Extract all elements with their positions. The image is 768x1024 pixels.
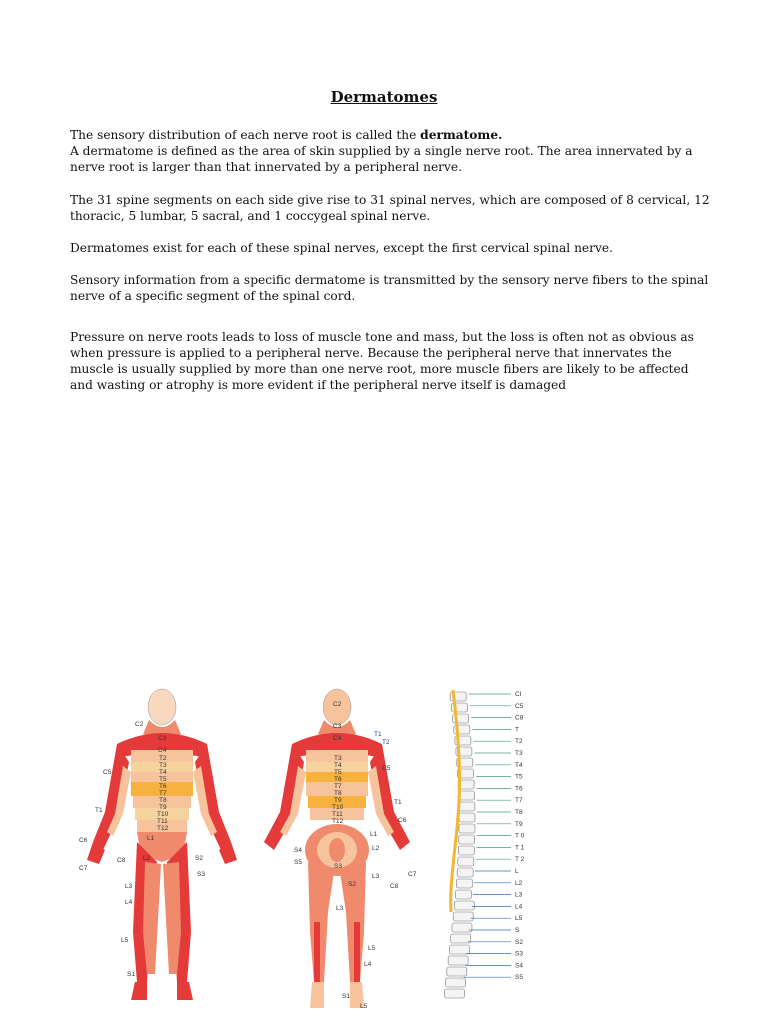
- exception-paragraph: Dermatomes exist for each of these spinal nerves, except the first cervical spinal nerve.: [70, 241, 613, 256]
- vertebra: [459, 802, 475, 811]
- back-label-s2: S2: [348, 881, 356, 888]
- back-label-l1: L1: [370, 831, 378, 838]
- front-label-t5: T5: [159, 776, 167, 783]
- spine-label: L3: [515, 891, 523, 899]
- vertebra: [451, 934, 471, 943]
- front-label-t11: T11: [157, 818, 168, 825]
- vertebra: [456, 879, 472, 888]
- vertebra: [454, 901, 474, 910]
- back-left-foot: [310, 982, 324, 1008]
- vertebra: [455, 890, 471, 899]
- back-label-t11: T11: [332, 811, 343, 818]
- front-label-l2: L2: [143, 855, 151, 862]
- back-label-l5b: L5: [360, 1003, 368, 1010]
- spine-label: S2: [515, 938, 523, 946]
- spine-label: L: [515, 868, 519, 875]
- back-left-leg: [308, 862, 334, 982]
- vertebra: [447, 967, 467, 976]
- back-label-t7: T7: [334, 783, 342, 790]
- spine-label: T6: [515, 785, 523, 793]
- vertebra: [448, 956, 468, 965]
- back-label-l5: L5: [368, 945, 376, 952]
- spine-label: T 2: [515, 856, 525, 864]
- back-label-c7: C7: [408, 871, 417, 878]
- back-label-c4: C4: [333, 735, 342, 742]
- front-label-s2: S2: [195, 855, 203, 862]
- vertebra: [457, 868, 473, 877]
- front-label-t4: T4: [159, 769, 167, 776]
- vertebra: [452, 923, 472, 932]
- back-label-t8: T8: [334, 790, 342, 797]
- spine-label: T 1: [515, 844, 525, 852]
- back-label-l2: L2: [372, 845, 380, 852]
- back-label-t5: T5: [334, 769, 342, 776]
- spine-label: C8: [515, 714, 524, 722]
- vertebra: [458, 857, 474, 866]
- document-body: [70, 127, 710, 393]
- spine-label: S4: [515, 962, 523, 970]
- vertebra: [459, 835, 475, 844]
- back-body-figure: [264, 689, 417, 1010]
- intro-paragraph: [70, 127, 710, 143]
- back-label-c6: C6: [398, 817, 407, 824]
- spine-label: S5: [515, 974, 523, 982]
- spine-label: T3: [515, 750, 523, 757]
- front-label-c6: C6: [79, 837, 88, 844]
- back-label-l4: L4: [364, 961, 372, 968]
- front-right-foot: [177, 982, 193, 1000]
- spine-label: S: [515, 927, 520, 934]
- back-label-s3: S3: [334, 863, 342, 870]
- front-label-l4: L4: [125, 899, 133, 906]
- page-title: Dermatomes: [330, 88, 438, 106]
- front-label-t10: T10: [157, 811, 169, 818]
- back-label-c8: C8: [390, 883, 399, 890]
- spine-label: CI: [515, 691, 522, 698]
- front-label-t7: T7: [159, 790, 167, 797]
- front-label-t8: T8: [159, 797, 167, 804]
- front-left-foot: [131, 982, 147, 1000]
- back-label-t4: T4: [334, 762, 342, 769]
- vertebra: [459, 791, 475, 800]
- spine-label: L2: [515, 879, 523, 887]
- front-label-t12: T12: [157, 825, 169, 832]
- front-label-s3: S3: [197, 871, 205, 878]
- front-label-t1: T1: [95, 807, 103, 814]
- spine-label: C5: [515, 702, 524, 710]
- spine-diagram: [444, 690, 524, 998]
- spine-label: T8: [515, 809, 523, 816]
- front-label-t6: T6: [159, 783, 167, 790]
- transmission-paragraph: Sensory information from a specific dermatome is transmitted by the sensory nerve fibers to the spinal nerve of a specific segment of the spinal cord.: [70, 273, 709, 304]
- spinal-segments-paragraph: The 31 spine segments on each side give rise to 31 spinal nerves, which are composed of 8 cervical, 12 thoracic, 5 lumbar, 5 sacral, and 1 coccygeal spinal nerve.: [70, 192, 710, 223]
- front-right-leg-inner: [163, 862, 181, 974]
- vertebra: [459, 813, 475, 822]
- front-label-l3: L3: [125, 883, 133, 890]
- front-body-figure: [79, 689, 237, 1000]
- back-label-t10: T10: [332, 804, 344, 811]
- front-label-c5: C5: [103, 769, 112, 776]
- intro-bold-term: dermatome.: [420, 128, 503, 142]
- definition-paragraph: A dermatome is defined as the area of skin supplied by a single nerve root. The area innervated by a nerve root is larger than that innervated by a peripheral nerve.: [70, 144, 693, 175]
- back-left-leg-outer: [314, 922, 320, 982]
- front-head: [148, 689, 176, 725]
- back-label-s4: S4: [294, 847, 302, 854]
- back-right-leg: [340, 862, 366, 982]
- vertebra: [459, 824, 475, 833]
- back-label-t2: T2: [382, 739, 390, 746]
- pressure-paragraph: Pressure on nerve roots leads to loss of muscle tone and mass, but the loss is often not as obvious as when pressure is applied to a peripheral nerve. Because the peripheral nerve that innervates the muscle is usually supplied by more than one nerve root, more muscle fibers are likely to be affected and wasting or atrophy is more evident if the peripheral nerve itself is damaged: [70, 329, 694, 393]
- vertebra: [449, 945, 469, 954]
- front-label-c4: C4: [158, 747, 167, 754]
- spine-label: T9: [515, 820, 523, 828]
- front-label-c2: C2: [135, 721, 144, 728]
- front-label-l1: L1: [147, 835, 155, 842]
- spine-label: T4: [515, 761, 523, 769]
- vertebra: [453, 912, 473, 921]
- back-label-s5: S5: [294, 859, 302, 866]
- back-label-c5: C5: [382, 765, 391, 772]
- intro-text: The sensory distribution of each nerve root is called the: [70, 128, 421, 142]
- back-label-t12: T12: [332, 818, 344, 825]
- vertebra: [446, 978, 466, 987]
- front-left-leg-inner: [143, 862, 161, 974]
- front-label-t2: T2: [159, 755, 167, 762]
- front-label-l5: L5: [121, 937, 129, 944]
- vertebrae-column: [444, 692, 475, 998]
- spine-label: L4: [515, 903, 523, 911]
- back-label-s1: S1: [342, 993, 350, 1000]
- spine-label: S3: [515, 950, 523, 958]
- spine-label: T: [515, 726, 519, 734]
- dermatome-figure: [75, 682, 535, 1020]
- back-sacral-core: [329, 838, 345, 862]
- front-label-t3: T3: [159, 762, 167, 769]
- back-label-t9: T9: [334, 797, 342, 804]
- vertebra: [458, 846, 474, 855]
- spine-label: T7: [515, 797, 523, 805]
- back-label-c2: C2: [333, 701, 342, 708]
- back-label-t3: T3: [334, 755, 342, 762]
- front-label-c7: C7: [79, 865, 88, 872]
- spine-label: T5: [515, 773, 523, 781]
- back-label-t1: T1: [374, 731, 382, 738]
- spine-label: T 0: [515, 832, 525, 840]
- back-label-t1b: T1: [394, 799, 402, 806]
- back-label-l3b: L3: [336, 905, 344, 912]
- front-label-c8: C8: [117, 857, 126, 864]
- vertebra: [444, 989, 464, 998]
- front-label-t9: T9: [159, 804, 167, 811]
- spine-label: L5: [515, 915, 523, 923]
- back-label-l3: L3: [372, 873, 380, 880]
- back-right-leg-outer: [354, 922, 360, 982]
- spine-label: T2: [515, 738, 523, 746]
- back-label-c3: C3: [333, 723, 342, 730]
- front-label-s1: S1: [127, 971, 135, 978]
- back-label-t6: T6: [334, 776, 342, 783]
- front-label-c3: C3: [158, 735, 167, 742]
- spine-labels: [515, 691, 525, 981]
